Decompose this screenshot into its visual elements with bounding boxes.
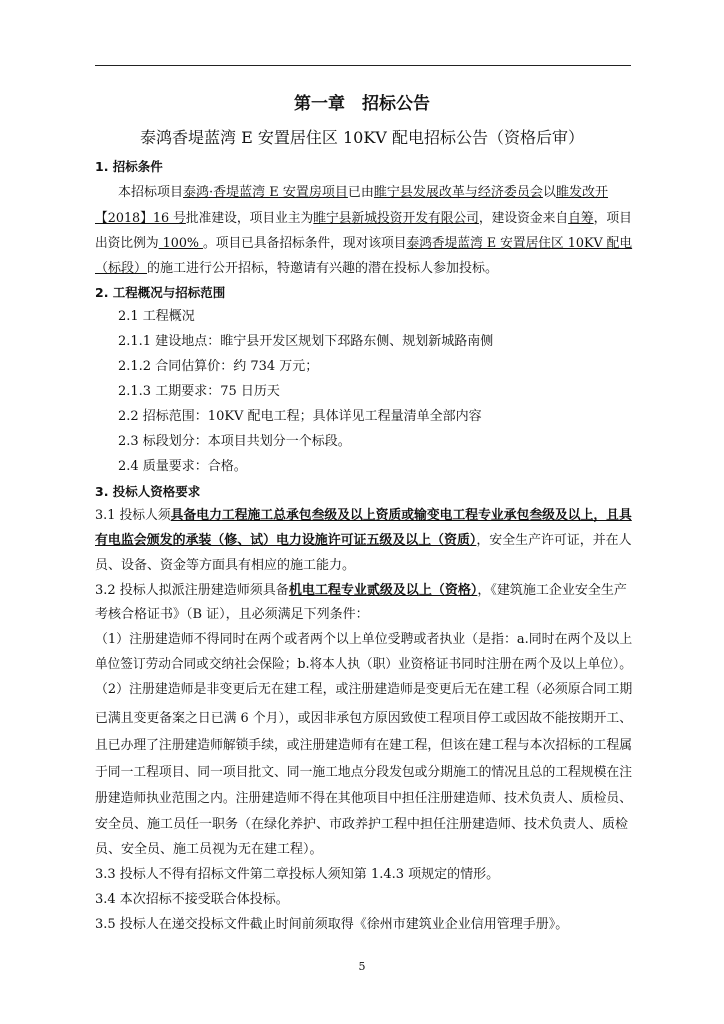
s3-p4-line-6: 安全员、施工员任一职务（在绿化养护、市政养护工程中担任注册建造师、技术负责人、质检 (95, 817, 629, 832)
s2-item-2-2: 2.2 招标范围：10KV 配电工程；具体详见工程量清单全部内容 (118, 409, 482, 424)
s3-p4-line-7: 员、安全员、施工员视为无在建工程）。 (95, 842, 323, 857)
s3-p3-line-1: （1）注册建造师不得同时在两个或者两个以上单位受聘或者执业（是指：a.同时在两个及以上 (95, 632, 633, 647)
header-rule (95, 65, 631, 66)
s3-item-3-3: 3.3 投标人不得有招标文件第二章投标人须知第 1.4.3 项规定的情形。 (95, 867, 500, 882)
s2-item-2-4: 2.4 质量要求：合格。 (118, 459, 247, 474)
section-3-heading: 3. 投标人资格要求 (95, 484, 201, 499)
s3-p4-line-1: （2）注册建造师是非变更后无在建工程，或注册建造师是变更后无在建工程（必须原合同工期 (95, 682, 633, 697)
s3-p1-line-3: 员、设备、资金等方面具有相应的施工能力。 (95, 558, 356, 573)
s3-p4-line-4: 于同一工程项目、同一项目批文、同一施工地点分段发包或分期施工的情况且总的工程规模在注 (95, 765, 633, 780)
s1-line-3: 出资比例为 100% 。项目已具备招标条件，现对该项目泰鸿香堤蓝湾 E 安置居住区 10KV 配电 (95, 236, 633, 251)
s3-p4-line-3: 且已办理了注册建造师解锁手续，或注册建造师有在建工程，但该在建工程与本次招标的工程属 (95, 738, 633, 753)
s3-p1-line-1: 3.1 投标人须具备电力工程施工总承包叁级及以上资质或输变电工程专业承包叁级及以上，且具 (95, 508, 632, 523)
section-2-heading: 2. 工程概况与招标范围 (95, 285, 226, 300)
s2-item-2-3: 2.3 标段划分：本项目共划分一个标段。 (118, 434, 351, 449)
section-1-heading: 1. 招标条件 (95, 159, 163, 174)
announcement-subtitle: 泰鸿香堤蓝湾 E 安置居住区 10KV 配电招标公告（资格后审） (140, 128, 584, 147)
s3-p3-line-2: 单位签订劳动合同或交纳社会保险；b.将本人执（职）业资格证书同时注册在两个及以上单位）。 (95, 657, 632, 672)
s2-item-2-1-2: 2.1.2 合同估算价：约 734 万元； (118, 359, 319, 374)
s3-p4-line-5: 册建造师执业范围之内。注册建造师不得在其他项目中担任注册建造师、技术负责人、质检员、 (95, 791, 633, 806)
s2-item-2-1: 2.1 工程概况 (118, 309, 195, 324)
s3-p2-line-1: 3.2 投标人拟派注册建造师须具备机电工程专业贰级及以上（资格），《建筑施工企业安全生产 (95, 583, 627, 598)
s3-item-3-5: 3.5 投标人在递交投标文件截止时间前须取得《徐州市建筑业企业信用管理手册》。 (95, 917, 569, 932)
s3-item-3-4: 3.4 本次招标不接受联合体投标。 (95, 892, 289, 907)
s1-line-1: 本招标项目泰鸿·香堤蓝湾 E 安置房项目已由睢宁县发展改革与经济委员会以睢发改开 (118, 185, 608, 200)
s2-item-2-1-1: 2.1.1 建设地点：睢宁县开发区规划下邳路东侧、规划新城路南侧 (118, 334, 494, 349)
s1-line-2: 【2018】16 号批准建设，项目业主为睢宁县新城投资开发有限公司，建设资金来自自筹，项目 (95, 211, 632, 226)
s3-p4-line-2: 已满且变更备案之日已满 6 个月），或因非承包方原因致使工程项目停工或因故不能按期开工、 (95, 711, 633, 726)
chapter-title: 第一章 招标公告 (294, 94, 430, 114)
s2-item-2-1-3: 2.1.3 工期要求：75 日历天 (118, 384, 280, 399)
s3-p2-line-2: 考核合格证书》（B 证），且必须满足下列条件： (95, 607, 369, 622)
page-number: 5 (358, 960, 366, 973)
s1-line-4: （标段）的施工进行公开招标，特邀请有兴趣的潜在投标人参加投标。 (95, 261, 499, 276)
s3-p1-line-2: 有电监会颁发的承装（修、试）电力设施许可证五级及以上（资质），安全生产许可证，并在人 (95, 533, 632, 548)
